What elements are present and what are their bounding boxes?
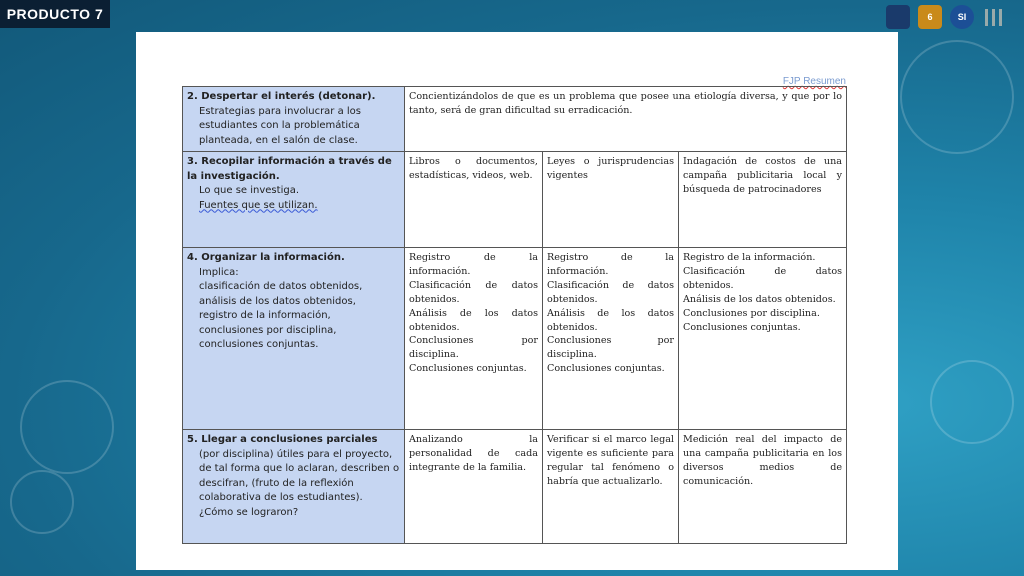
cell-line: Indagación de costos de una campaña publicitaria local y búsqueda de patrocinadores: [683, 156, 843, 195]
cell-line: Registro de la información.: [409, 252, 538, 277]
table-cell: [405, 430, 543, 544]
sixth-anniversary-icon: 6: [918, 5, 942, 29]
cell-line: Conclusiones conjuntas.: [409, 363, 527, 375]
cell-line: Analizando la personalidad de cada integrante de la familia.: [409, 434, 538, 473]
cell-line: Conclusiones conjuntas.: [547, 363, 665, 375]
background-circle: [20, 380, 114, 474]
cell-line: Clasificación de datos obtenidos.: [683, 265, 843, 291]
slide-badge: PRODUCTO 7: [0, 0, 110, 28]
step-title: 5. Llegar a conclusiones parciales: [187, 434, 378, 445]
step-cell: [183, 430, 405, 544]
project-table: [182, 86, 847, 544]
unam-shield-icon: [886, 5, 910, 29]
cell-line: Conclusiones conjuntas.: [683, 321, 801, 333]
cell-line: Registro de la información.: [547, 252, 674, 277]
watermark: FJP Resumen: [782, 76, 846, 87]
cell-line: Análisis de los datos obtenidos.: [683, 293, 836, 305]
step-line: conclusiones conjuntas.: [199, 339, 319, 350]
table-cell: [405, 248, 543, 430]
step-line: ¿Cómo se lograron?: [199, 506, 299, 518]
cell-line: Libros o documentos, estadísticas, videos, web.: [409, 156, 538, 181]
si-logo-icon: SI: [950, 5, 974, 29]
step-line: Implica:: [199, 266, 239, 278]
table-cell: [679, 248, 847, 430]
table-row: [183, 87, 847, 152]
table-cell: [405, 152, 543, 248]
cell-line: Conclusiones por disciplina.: [409, 335, 538, 361]
step-line: análisis de los datos obtenidos,: [199, 295, 356, 307]
table-row: [183, 248, 847, 430]
table-cell: [543, 248, 679, 430]
cell-line: Medición real del impacto de una campaña publicitaria en los diversos medios de comunicación.: [683, 434, 843, 487]
step-line: (por disciplina) útiles para el proyecto, de tal forma que lo aclaran, describen o descifran, (fruto de la reflexión colaborativa de los estudiantes).: [199, 448, 400, 503]
table-cell: [679, 152, 847, 248]
cell-line: Clasificación de datos obtenidos.: [409, 279, 538, 305]
step-line: Lo que se investiga.: [199, 185, 299, 196]
step-line: Fuentes que se utilizan.: [199, 199, 318, 211]
cell-line: Registro de la información.: [683, 252, 816, 263]
table-row: [183, 152, 847, 248]
step-line: registro de la información,: [199, 310, 331, 321]
step-cell: [183, 248, 405, 430]
step-title: 2. Despertar el interés (detonar).: [187, 91, 376, 102]
step-line: conclusiones por disciplina,: [199, 324, 337, 336]
step-cell: [183, 87, 405, 152]
cell-line: Análisis de los datos obtenidos.: [547, 307, 674, 333]
cell-line: Conclusiones por disciplina.: [547, 335, 674, 361]
cell-line: Clasificación de datos obtenidos.: [547, 279, 674, 305]
table-cell: [543, 152, 679, 248]
document-page: [136, 32, 898, 570]
cell-line: Concientizándolos de que es un problema que posee una etiología diversa, y que por lo tanto, será de gran dificultad su erradicación.: [409, 91, 843, 116]
cell-line: Conclusiones por disciplina.: [683, 307, 820, 319]
background-circle: [900, 40, 1014, 154]
table-cell: [543, 430, 679, 544]
cell-line: Análisis de los datos obtenidos.: [409, 307, 538, 333]
background-circle: [10, 470, 74, 534]
cell-line: Leyes o jurisprudencias vigentes: [547, 156, 674, 181]
step-title: 4. Organizar la información.: [187, 252, 345, 263]
step-cell: [183, 152, 405, 248]
step-title: 3. Recopilar información a través de la investigación.: [187, 156, 392, 182]
cell-line: Verificar si el marco legal vigente es suficiente para regular tal fenómeno o habría que actualizarlo.: [547, 434, 674, 487]
step-line: Estrategias para involucrar a los estudiantes con la problemática planteada, en el salón de clase.: [199, 105, 362, 146]
merged-cell: [405, 87, 847, 152]
bars-logo-icon: [982, 5, 1006, 29]
step-line: clasificación de datos obtenidos,: [199, 281, 363, 292]
table-row: [183, 430, 847, 544]
background-circle: [930, 360, 1014, 444]
logo-strip: [886, 4, 1006, 30]
table-cell: [679, 430, 847, 544]
